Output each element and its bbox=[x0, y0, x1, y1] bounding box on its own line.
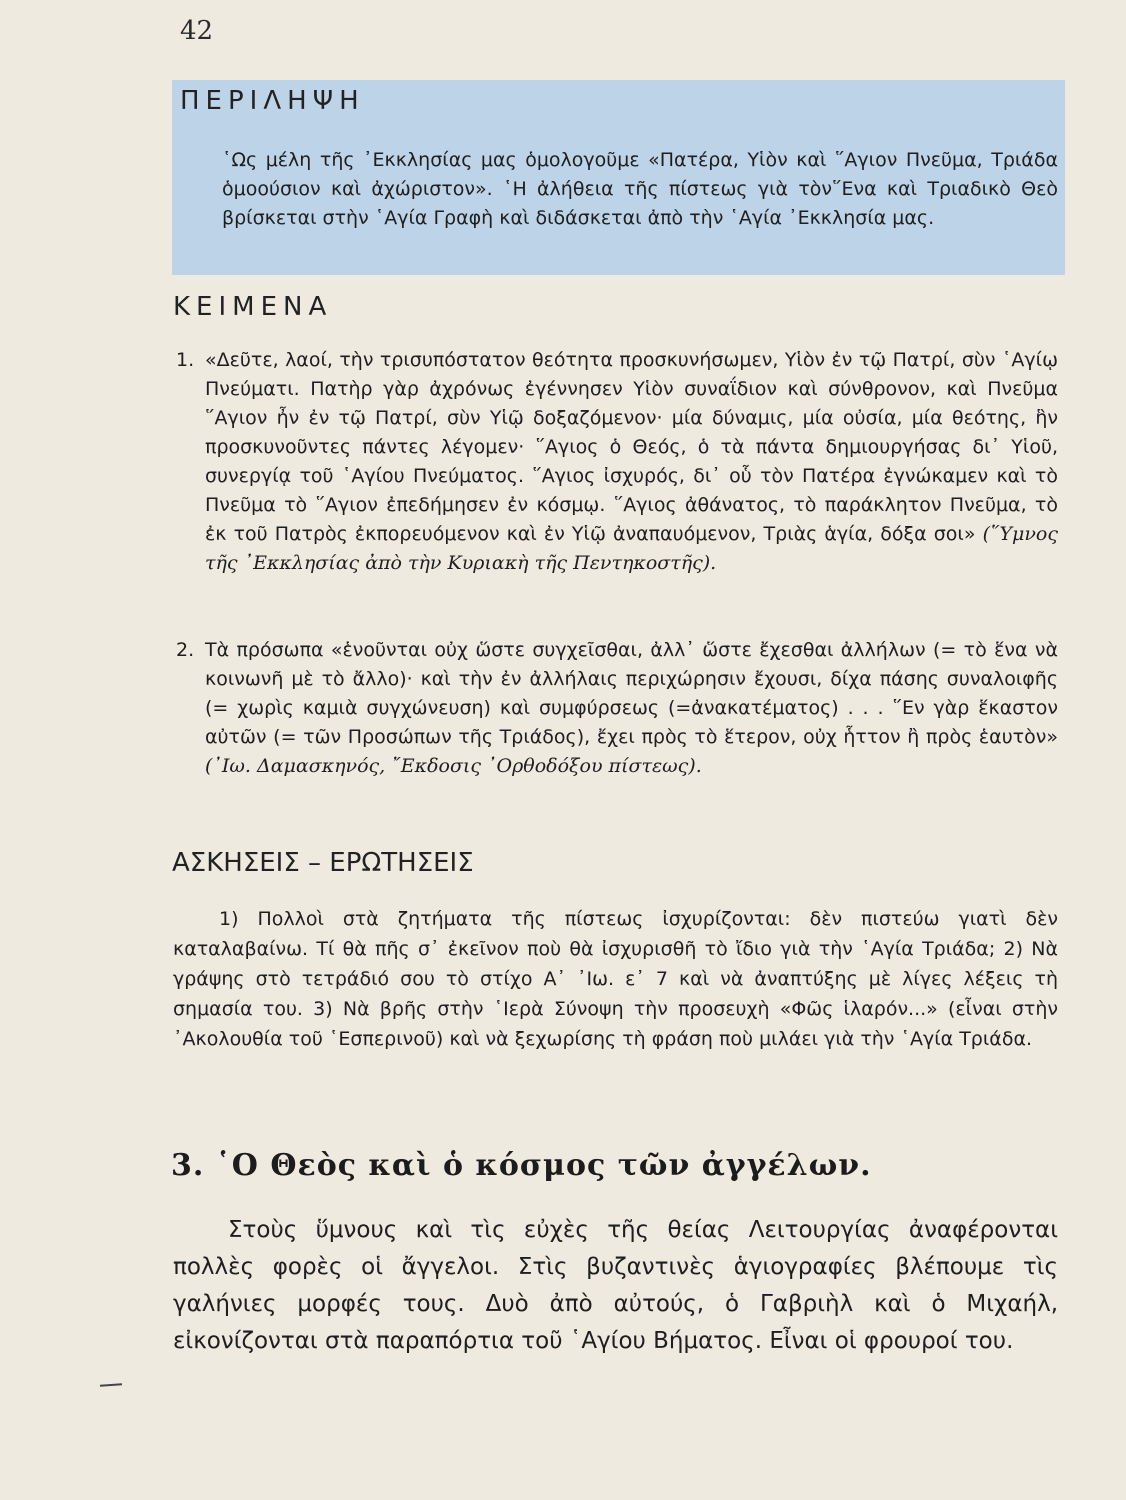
exercises-title: ΑΣΚΗΣΕΙΣ – ΕΡΩΤΗΣΕΙΣ bbox=[172, 848, 474, 878]
quote-2-body: Τὰ πρόσωπα «ἑνοῦνται οὐχ ὥστε συγχεῖσθαι, ἀλλ᾿ ὥστε ἔχεσθαι ἀλλήλων (= τὸ ἕνα νὰ κοινωνῆ μὲ τὸ ἄλλο)· καὶ τὴν ἐν ἀλλήλαις περιχώρησιν ἔχουσι, δίχα πάσης συναλοιφῆς (= χωρὶς καμιὰ συγχώνευση) καὶ συμφύρσεως (=ἀνακατέματος) . . . ῞Εν γὰρ ἕκαστον αὐτῶν (= τῶν Προσώπων τῆς Τριάδος), ἔχει πρὸς τὸ ἕτερον, οὐχ ἧττον ἢ πρὸς ἑαυτὸν» bbox=[205, 639, 1058, 748]
chapter-body: Στοὺς ὕμνους καὶ τὶς εὐχὲς τῆς θείας Λειτουργίας ἀναφέρονται πολλὲς φορὲς οἱ ἄγγελοι. Στὶς βυζαντινὲς ἁγιογραφίες βλέπουμε τὶς γαλήνιες μορφές τους. Δυὸ ἀπὸ αὐτούς, ὁ Γαβριὴλ καὶ ὁ Μιχαήλ, εἰκονίζονται στὰ παραπόρτια τοῦ ῾Αγίου Βήματος. Εἶναι οἱ φρουροί του. bbox=[173, 1217, 1058, 1354]
texts-title: ΚΕΙΜΕΝΑ bbox=[173, 292, 333, 322]
exercises-text: 1) Πολλοὶ στὰ ζητήματα τῆς πίστεως ἰσχυρίζονται: δὲν πιστεύω γιατὶ δὲν καταλαβαίνω. Τί θὰ πῆς σ᾿ ἐκεῖνον ποὺ θὰ ἰσχυρισθῆ τὸ ἴδιο γιὰ τὴν ῾Αγία Τριάδα; 2) Νὰ γράψης στὸ τετράδιό σου τὸ στίχο Α᾿ ᾿Ιω. ε᾿ 7 καὶ νὰ ἀναπτύξης μὲ λίγες λέξεις τὴ σημασία του. 3) Νὰ βρῆς στὴν ῾Ιερὰ Σύνοψη τὴν προσευχὴ «Φῶς ἱλαρόν...» (εἶναι στὴν ᾿Ακολουθία τοῦ ῾Εσπερινοῦ) καὶ νὰ ξεχωρίσης τὴ φράση ποὺ μιλάει γιὰ τὴν ῾Αγία Τριάδα. bbox=[173, 908, 1058, 1050]
summary-title: ΠΕΡΙΛΗΨΗ bbox=[180, 86, 365, 116]
quote-2-number: 2. bbox=[176, 639, 195, 661]
chapter-heading: 3. ῾Ο Θεὸς καὶ ὁ κόσμος τῶν ἀγγέλων. bbox=[171, 1148, 872, 1183]
page-number: 42 bbox=[180, 16, 214, 46]
quote-2-citation: (᾿Ιω. Δαμασκηνός, ῎Εκδοσις ᾿Ορθοδόξου πίστεως). bbox=[205, 755, 702, 777]
quote-2 bbox=[205, 636, 1058, 781]
quote-1-number: 1. bbox=[176, 349, 195, 371]
margin-mark bbox=[100, 1383, 122, 1387]
summary-text: ῾Ως μέλη τῆς ᾿Εκκλησίας μας ὁμολογοῦμε «Πατέρα, Υἱὸν καὶ ῞Αγιον Πνεῦμα, Τριάδα ὁμοούσιον καὶ ἀχώριστον». ῾Η ἀλήθεια τῆς πίστεως γιὰ τὸν῞Ενα καὶ Τριαδικὸ Θεὸ βρίσκεται στὴν ῾Αγία Γραφὴ καὶ διδάσκεται ἀπὸ τὴν ῾Αγία ᾿Εκκλησία μας. bbox=[222, 149, 1058, 229]
quote-1-citation: (῞Υμνος τῆς ᾿Εκκλησίας ἀπὸ τὴν Κυριακὴ τῆς Πεντηκοστῆς). bbox=[205, 523, 1058, 574]
quote-1 bbox=[205, 346, 1058, 578]
quote-1-body: «Δεῦτε, λαοί, τὴν τρισυπόστατον θεότητα προσκυνήσωμεν, Υἱὸν ἐν τῷ Πατρί, σὺν ῾Αγίῳ Πνεύματι. Πατὴρ γὰρ ἀχρόνως ἐγέννησεν Υἱὸν συναΐδιον καὶ σύνθρονον, καὶ Πνεῦμα ῞Αγιον ἦν ἐν τῷ Πατρί, σὺν Υἱῷ δοξαζόμενον· μία δύναμις, μία οὐσία, μία θεότης, ἣν προσκυνοῦντες πάντες λέγομεν· ῞Αγιος ὁ Θεός, ὁ τὰ πάντα δημιουργήσας δι᾿ Υἱοῦ, συνεργίᾳ τοῦ ῾Αγίου Πνεύματος. ῞Αγιος ἰσχυρός, δι᾿ οὗ τὸν Πατέρα ἐγνώκαμεν καὶ τὸ Πνεῦμα τὸ ῞Αγιον ἐπεδήμησεν ἐν κόσμῳ. ῞Αγιος ἀθάνατος, τὸ παράκλητον Πνεῦμα, τὸ ἐκ τοῦ Πατρὸς ἐκπορευόμενον καὶ ἐν Υἱῷ ἀναπαυόμενον, Τριὰς ἁγία, δόξα σοι» bbox=[205, 349, 1058, 545]
